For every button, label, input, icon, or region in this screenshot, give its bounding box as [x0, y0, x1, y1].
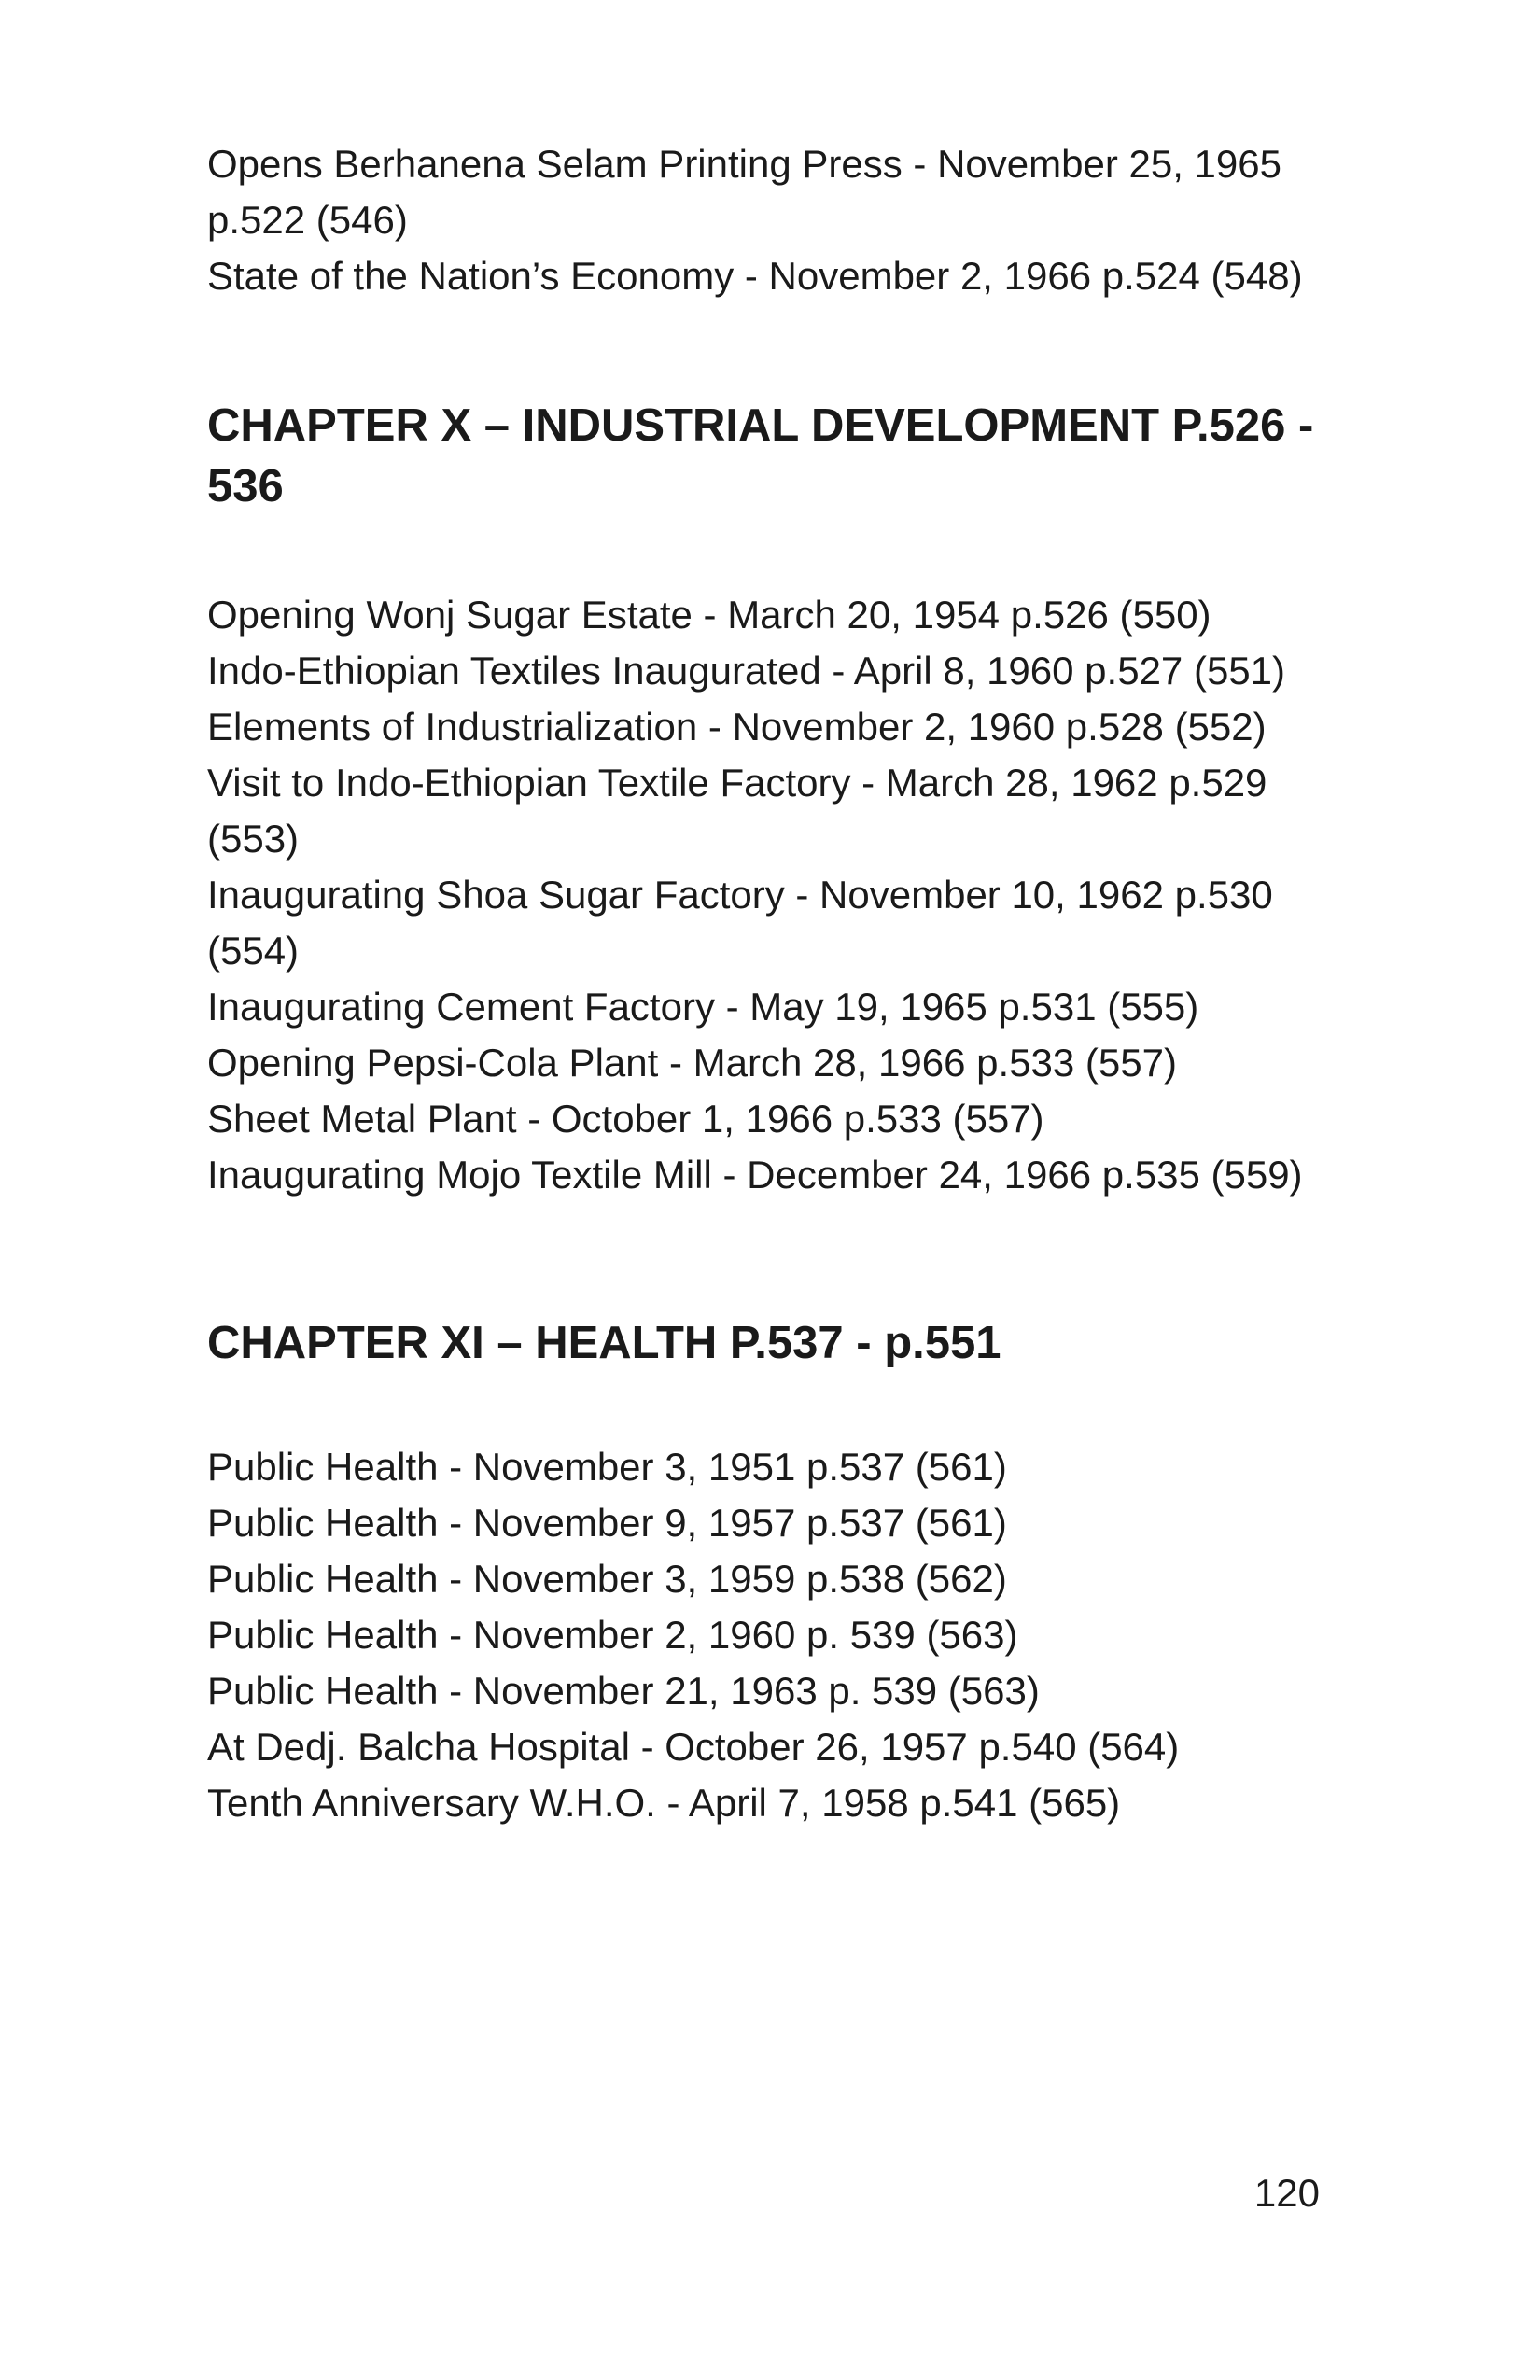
list-item: At Dedj. Balcha Hospital - October 26, 1957 p.540 (564) — [207, 1725, 1180, 1769]
list-item: Elements of Industrialization - November 2, 1960 p.528 (552) — [207, 705, 1267, 749]
chapter-x-entry-list — [207, 587, 1337, 1203]
list-item: Sheet Metal Plant - October 1, 1966 p.533 (557) — [207, 1097, 1044, 1141]
list-item: Indo-Ethiopian Textiles Inaugurated - April 8, 1960 p.527 (551) — [207, 649, 1285, 693]
list-item: Tenth Anniversary W.H.O. - April 7, 1958 p.541 (565) — [207, 1781, 1121, 1825]
list-item: Inaugurating Cement Factory - May 19, 1965 p.531 (555) — [207, 985, 1199, 1029]
list-item: Public Health - November 2, 1960 p. 539 (563) — [207, 1613, 1018, 1657]
list-item: Visit to Indo-Ethiopian Textile Factory - March 28, 1962 p.529 (553) — [207, 761, 1267, 861]
list-item: Public Health - November 9, 1957 p.537 (561) — [207, 1501, 1007, 1545]
list-item: Opening Wonj Sugar Estate - March 20, 1954 p.526 (550) — [207, 593, 1211, 637]
list-item: Opening Pepsi-Cola Plant - March 28, 1966 p.533 (557) — [207, 1041, 1177, 1085]
chapter-xi-heading: CHAPTER XI – HEALTH P.537 - p.551 — [207, 1318, 1001, 1368]
page-number: 120 — [1253, 2171, 1320, 2215]
list-item: State of the Nation’s Economy - November 2, 1966 p.524 (548) — [207, 254, 1303, 298]
intro-entry-list — [207, 136, 1337, 304]
list-item: Public Health - November 3, 1951 p.537 (561) — [207, 1445, 1007, 1489]
list-item: Opens Berhanena Selam Printing Press - November 25, 1965 p.522 (546) — [207, 142, 1281, 242]
page-content — [207, 136, 1337, 1831]
chapter-xi-entry-list — [207, 1439, 1337, 1831]
list-item: Inaugurating Mojo Textile Mill - December 24, 1966 p.535 (559) — [207, 1153, 1303, 1197]
chapter-x-heading: CHAPTER X – INDUSTRIAL DEVELOPMENT P.526 - 536 — [207, 400, 1314, 511]
list-item: Inaugurating Shoa Sugar Factory - November 10, 1962 p.530 (554) — [207, 873, 1273, 973]
list-item: Public Health - November 3, 1959 p.538 (562) — [207, 1557, 1007, 1601]
list-item: Public Health - November 21, 1963 p. 539 (563) — [207, 1669, 1040, 1713]
